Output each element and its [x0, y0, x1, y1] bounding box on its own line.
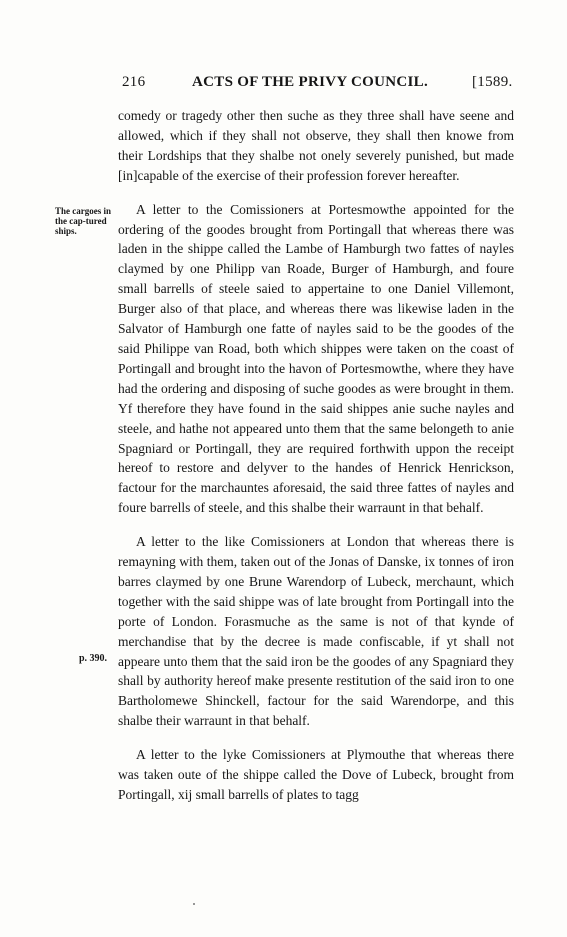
- running-title: ACTS OF THE PRIVY COUNCIL.: [192, 74, 429, 90]
- body-text: [118, 106, 514, 805]
- paragraph-continuation: comedy or tragedy other then suche as they three shall have seene and allowed, which if they shall not observe, they shall then knowe from their Lordships that they shalbe not onely severely punished, but made [in]capable of the exercise of their profession forever hereafter.: [118, 108, 514, 183]
- margin-page-reference: p. 390.: [79, 653, 108, 664]
- paragraph-london-letter: A letter to the like Comissioners at London that whereas there is remayning with them, taken out of the Jonas of Danske, ix tonnes of iron barres claymed by one Brune Warendorp of Lubeck, merchaunt, which together with the said shippe was of late brought from Portingall into the porte of London. Forasmuche as the same is not of that kynde of merchandise that by the decree is made confiscable, if yt shall not appeare unto them that the said iron be the goodes of any Spagniard they shall by authority hereof make presente restitution of the said iron to one Bartholomewe Shinckell, factour for the said Warendorpe, and this shalbe their warraunt in that behalf.: [118, 534, 514, 729]
- paragraph-portesmowthe-letter: A letter to the Comissioners at Portesmowthe appointed for the ordering of the goodes brought from Portingall that whereas there was laden in the shippe called the Lambe of Hamburgh two fattes of nayles claymed by one Philipp van Roade, Burger of Hamburgh, and foure small barrells of steele saied to appertaine to one Daniel Villemont, Burger also of that place, and whereas there was likewise laden in the Salvator of Hamburgh one fatte of nayles said to be the goodes of the said Philippe van Road, both which shippes were taken on the coast of Portingall and brought into the havon of Portesmowthe, where they have had the ordering and disposing of suche goodes as were brought in them. Yf therefore they have found in the said shippes anie suche nayles and steele, and hathe not appeared unto them that the same belongeth to anie Spagniard or Portingall, they are required forthwith uppon the receipt hereof to restore and delyver to the handes of Henrick Henrickson, factour for the marchauntes aforesaid, the said three fattes of nayles and foure barrells of steele, and this shalbe their warraunt in that behalf.: [118, 201, 514, 516]
- year-marker: [1589.: [472, 74, 513, 90]
- paragraph-plymouthe-letter: A letter to the lyke Comissioners at Plymouthe that whereas there was taken oute of the shippe called the Dove of Lubeck, brought from Portingall, xij small barrells of plates to tagg: [118, 747, 514, 802]
- running-header: [0, 74, 567, 94]
- margin-note-cargoes: The cargoes in the cap-tured ships.: [55, 206, 111, 236]
- page-number: 216: [122, 74, 146, 90]
- print-speck: [193, 903, 195, 905]
